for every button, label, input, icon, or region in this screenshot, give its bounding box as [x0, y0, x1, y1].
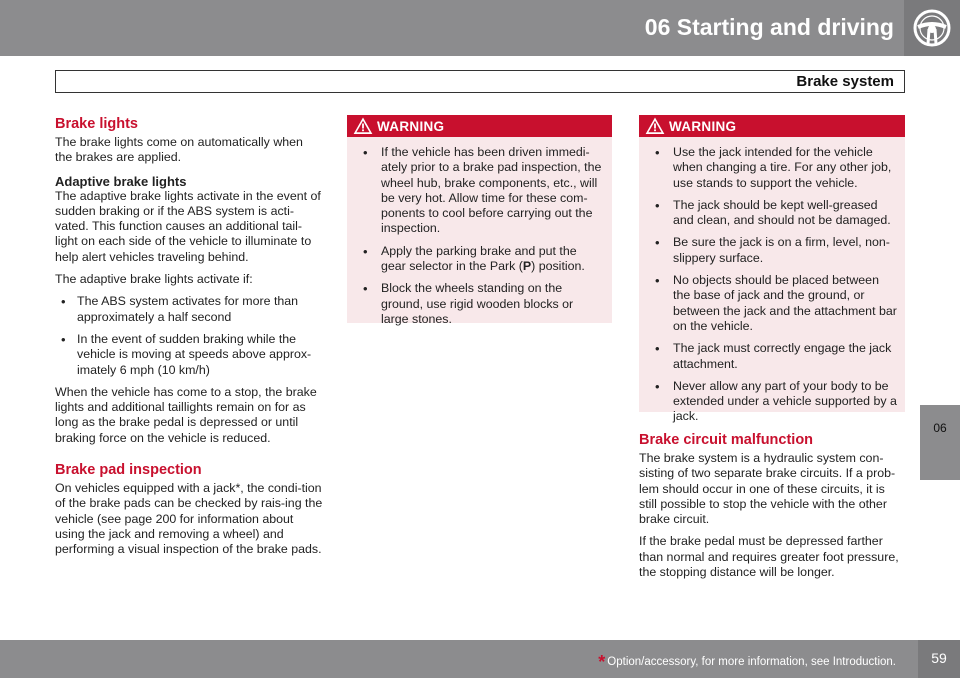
- warning-box-jack: [639, 115, 905, 424]
- warning-list: [357, 145, 604, 327]
- chapter-tab: [920, 405, 960, 480]
- brake-circuit-text-2: If the brake pedal must be depressed farther than normal and requires greater foot pressure, the stopping distance will be longer.: [639, 534, 899, 580]
- adaptive-text: The adaptive brake lights activate in the event of sudden braking or if the ABS system is acti-vated. This function causes an additional tail-light on each side of the vehicle to illuminate to help alert vehicles traveling behind.: [55, 188, 321, 264]
- warning-header: [347, 115, 612, 137]
- brake-pad-text: On vehicles equipped with a jack*, the condi-tion of the brake pads can be checked by rais-ing the vehicle (see page 200 for information about using the jack and removing a wheel) and performing a visual inspection of the brake pads.: [55, 481, 323, 557]
- header-band: [0, 0, 960, 56]
- list-item: • No objects should be placed between the base of jack and the ground, or between the jack and the attachment bar on the vehicle.: [649, 273, 897, 334]
- adaptive-intro: The adaptive brake lights activate if:: [55, 272, 253, 287]
- list-item: • The jack must correctly engage the jack attachment.: [649, 341, 897, 372]
- list-item: • Block the wheels standing on the ground, use rigid wooden blocks or large stones.: [357, 281, 604, 327]
- warning-triangle-icon: [353, 117, 373, 135]
- list-item: • Be sure the jack is on a firm, level, non-slippery surface.: [649, 235, 897, 266]
- brake-lights-text: The brake lights come on automatically when the brakes are applied.: [55, 135, 303, 165]
- section-title: Brake system: [796, 73, 894, 90]
- warning-header: [639, 115, 905, 137]
- list-item: • If the vehicle has been driven immedi-ately prior to a brake pad inspection, the wheel hub, brake components, etc., will be very hot. Allow time for these com-ponents to cool before carrying out the inspection.: [357, 145, 604, 237]
- chapter-title: 06 Starting and driving: [644, 14, 894, 40]
- adaptive-after-text: When the vehicle has come to a stop, the brake lights and additional taillights remain on for as long as the brake pedal is depressed or until braking force on the vehicle is reduced.: [55, 384, 317, 445]
- warning-title: WARNING: [669, 119, 737, 134]
- section-bar: [55, 70, 905, 93]
- list-item: • The jack should be kept well-greased and clean, and should not be damaged.: [649, 198, 897, 229]
- heading-brake-circuit-malfunction: Brake circuit malfunction: [639, 432, 814, 448]
- adaptive-bullet-list: [55, 294, 323, 377]
- warning-body: [347, 137, 612, 327]
- list-item: [357, 244, 604, 275]
- steering-wheel-icon: [904, 0, 960, 56]
- park-letter: P: [522, 259, 532, 274]
- list-item: • In the event of sudden braking while the vehicle is moving at speeds above approx-imately 6 mph (10 km/h): [55, 332, 323, 378]
- warning-title: WARNING: [377, 119, 445, 134]
- list-item: • The ABS system activates for more than approximately a half second: [55, 294, 323, 325]
- list-item: • Use the jack intended for the vehicle when changing a tire. For any other job, use stands to support the vehicle.: [649, 145, 897, 191]
- warning-box-brake-pads: [347, 115, 612, 326]
- heading-brake-lights: Brake lights: [55, 116, 138, 132]
- asterisk-mark: *: [598, 652, 606, 672]
- page-number: 59: [931, 650, 947, 666]
- chapter-tab-label: 06: [933, 421, 947, 435]
- warning-body: [639, 137, 905, 425]
- footer-note-text: Option/accessory, for more information, see Introduction.: [607, 656, 896, 668]
- warning-list: [649, 145, 897, 425]
- text-segment: Apply the parking brake and put the gear selector in the Park (: [381, 243, 577, 274]
- text-segment: ) position.: [531, 259, 585, 274]
- brake-circuit-text-1: The brake system is a hydraulic system con-sisting of two separate brake circuits. If a prob-lem should occur in one of these circuits, it is still possible to stop the vehicle with the other brake circuit.: [639, 451, 896, 527]
- left-column: [55, 116, 323, 565]
- warning-triangle-icon: [645, 117, 665, 135]
- heading-adaptive-brake-lights: Adaptive brake lights: [55, 173, 187, 189]
- right-column-text: [639, 432, 905, 587]
- side-tab-column: [920, 56, 960, 640]
- footer-note: [598, 652, 896, 673]
- footer-band: [0, 640, 960, 678]
- page-number-box: [918, 640, 960, 678]
- heading-brake-pad-inspection: Brake pad inspection: [55, 462, 202, 479]
- list-item: • Never allow any part of your body to be extended under a vehicle supported by a jack.: [649, 379, 897, 425]
